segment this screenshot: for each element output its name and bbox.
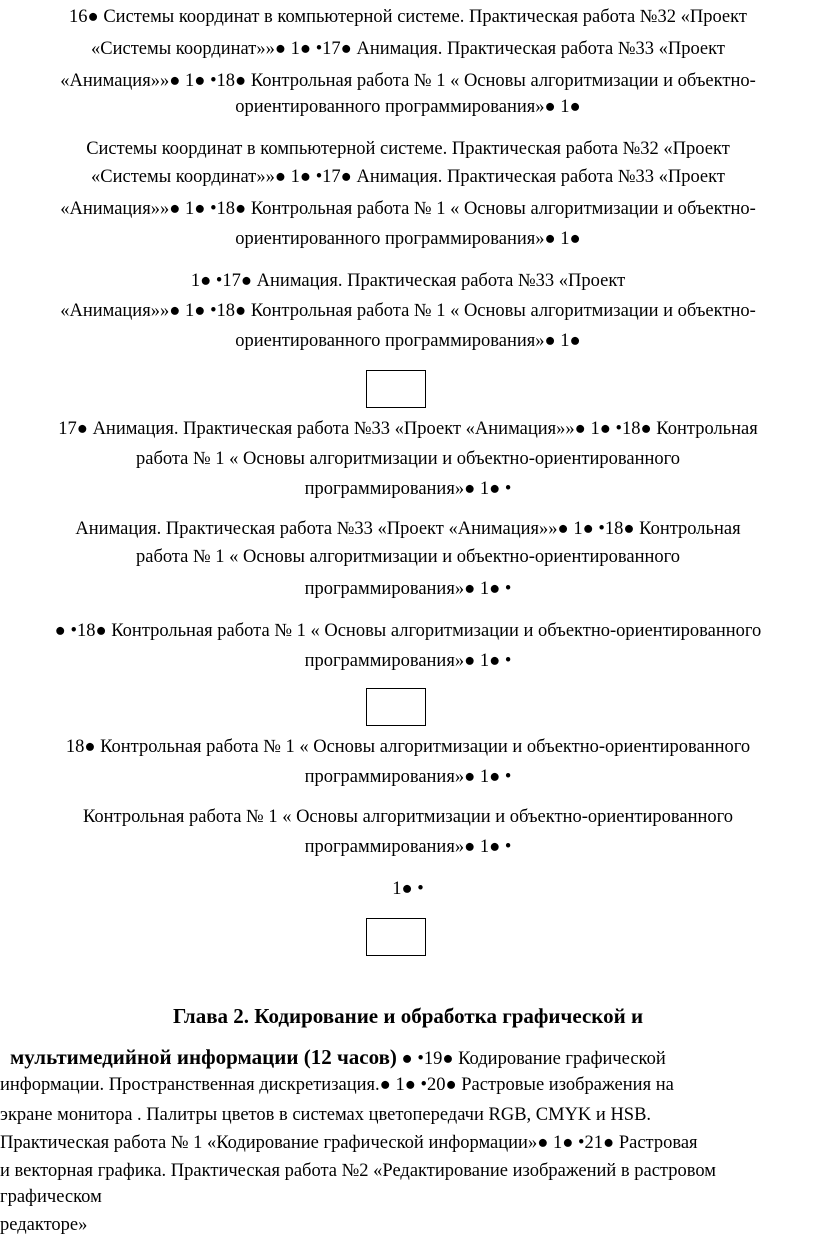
text-line: работа № 1 « Основы алгоритмизации и объектно-ориентированного [135,449,680,469]
text-line: 16● Системы координат в компьютерной системе. Практическая работа №32 «Проект [69,7,747,27]
text-line: программирования»● 1● • [304,579,512,599]
chapter-subheading: мультимедийной информации (12 часов) [10,1045,397,1069]
chapter-line-rest: ● •19● Кодирование графической [396,1049,666,1069]
text-line: «Анимация»»● 1● •18● Контрольная работа № 1 « Основы алгоритмизации и объектно- [60,199,756,219]
text-line: программирования»● 1● • [304,767,512,787]
empty-box [366,688,426,726]
chapter-line [10,1044,816,1072]
chapter-line: информации. Пространственная дискретизация.● 1● •20● Растровые изображения на [0,1075,674,1095]
chapter-heading: Глава 2. Кодирование и обработка графической и [172,1004,644,1028]
text-line: Контрольная работа № 1 « Основы алгоритмизации и объектно-ориентированного [82,807,734,827]
text-line: программирования»● 1● • [304,837,512,857]
text-line: «Анимация»»● 1● •18● Контрольная работа № 1 « Основы алгоритмизации и объектно- [60,71,756,91]
text-line: Анимация. Практическая работа №33 «Проект «Анимация»»● 1● •18● Контрольная [75,519,741,539]
chapter-line: графическом [0,1187,102,1207]
text-line: ориентированного программирования»● 1● [235,331,581,351]
empty-box [366,370,426,408]
text-line: 17● Анимация. Практическая работа №33 «Проект «Анимация»»● 1● •18● Контрольная [58,419,758,439]
chapter-line: Практическая работа № 1 «Кодирование графической информации»● 1● •21● Растровая [0,1133,698,1153]
text-line: 1● • [392,879,424,899]
text-line: ориентированного программирования»● 1● [235,97,581,117]
text-line: «Анимация»»● 1● •18● Контрольная работа № 1 « Основы алгоритмизации и объектно- [60,301,756,321]
text-line: программирования»● 1● • [304,651,512,671]
text-line: «Системы координат»»● 1● •17● Анимация. Практическая работа №33 «Проект [91,39,725,59]
text-line: ориентированного программирования»● 1● [235,229,581,249]
text-line: работа № 1 « Основы алгоритмизации и объектно-ориентированного [135,547,680,567]
text-line: «Системы координат»»● 1● •17● Анимация. Практическая работа №33 «Проект [91,167,725,187]
chapter-line: редакторе» [0,1215,88,1235]
empty-box [366,918,426,956]
text-line: 18● Контрольная работа № 1 « Основы алгоритмизации и объектно-ориентированного [65,737,751,757]
text-line: 1● •17● Анимация. Практическая работа №33 «Проект [190,271,626,291]
text-line: ● •18● Контрольная работа № 1 « Основы алгоритмизации и объектно-ориентированного [54,621,762,641]
chapter-line: экране монитора . Палитры цветов в системах цветопередачи RGB, CMYK и HSB. [0,1105,652,1125]
chapter-line: и векторная графика. Практическая работа №2 «Редактирование изображений в растровом [0,1161,716,1181]
text-line: Системы координат в компьютерной системе. Практическая работа №32 «Проект [86,139,730,159]
text-line: программирования»● 1● • [304,479,512,499]
